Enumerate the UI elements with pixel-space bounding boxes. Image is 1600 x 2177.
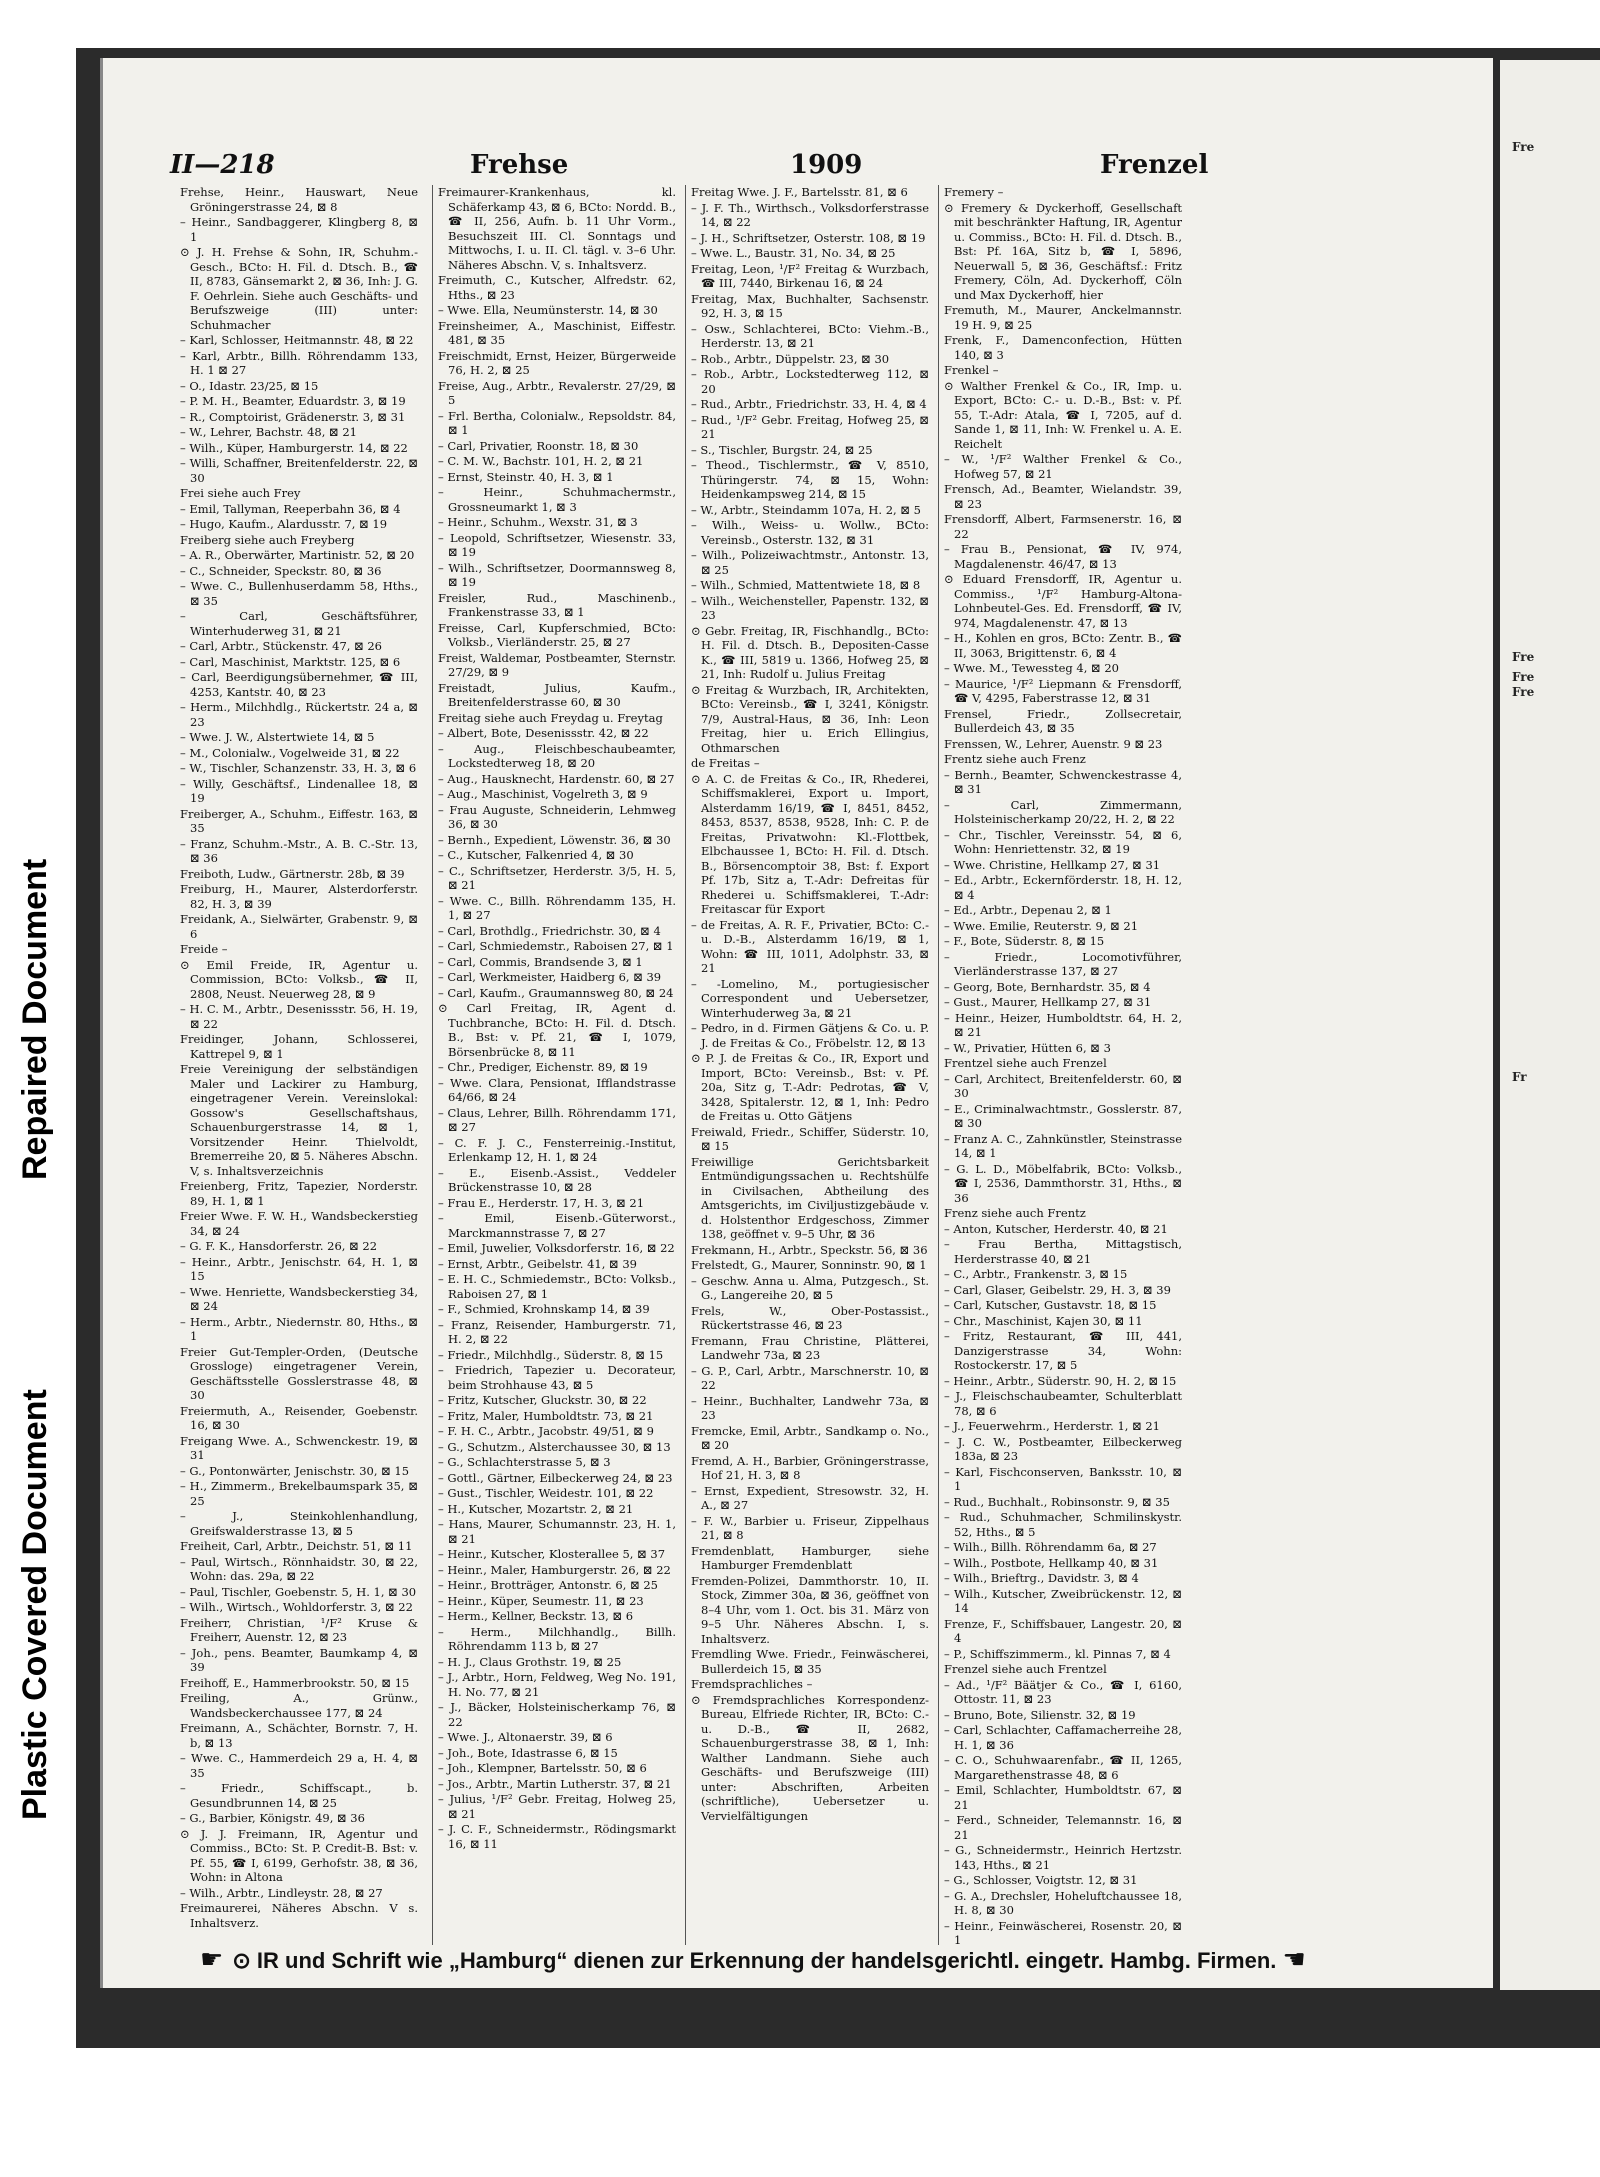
directory-entry: – Heinr., Maler, Hamburgerstr. 26, ⊠ 22 <box>438 1562 671 1577</box>
directory-entry: Fremuth, M., Maurer, Anckelmannstr. 19 H. 9, ⊠ 25 <box>944 303 1182 332</box>
directory-entry: – Friedr., Schiffscapt., b. Gesundbrunnen 14, ⊠ 25 <box>180 1781 418 1810</box>
directory-entry: – Bernh., Expedient, Löwenstr. 36, ⊠ 30 <box>438 832 671 847</box>
directory-entry: Freidinger, Johann, Schlosserei, Kattrepel 9, ⊠ 1 <box>180 1032 418 1061</box>
directory-entry: – G., Pontonwärter, Jenischstr. 30, ⊠ 15 <box>180 1463 410 1478</box>
directory-entry: Freiwillige Gerichtsbarkeit Entmündigungssachen u. Rechtshülfe in Civilsachen, Abtheilung des Amtsgerichts, im Civiljustizgebäude v. d. Holstenthor Erdgeschoss, Zimmer 138, geöffnet v. 9–5 Uhr, ⊠ 36 <box>691 1154 929 1241</box>
directory-entry: – Rob., Arbtr., Düppelstr. 23, ⊠ 30 <box>691 351 890 366</box>
directory-entry: – Carl, Glaser, Geibelstr. 29, H. 3, ⊠ 39 <box>944 1282 1171 1297</box>
directory-entry: Fremcke, Emil, Arbtr., Sandkamp o. No., ⊠ 20 <box>691 1423 929 1452</box>
directory-entry: – Claus, Lehrer, Billh. Röhrendamm 171, ⊠ 27 <box>438 1105 676 1134</box>
directory-entry: – Julius, ¹/F² Gebr. Freitag, Holweg 25, ⊠ 21 <box>438 1792 676 1821</box>
directory-entry: Freier Wwe. F. W. H., Wandsbeckerstieg 34, ⊠ 24 <box>180 1209 418 1238</box>
directory-entry: – Carl, Maschinist, Marktstr. 125, ⊠ 6 <box>180 654 401 669</box>
directory-entry: Freiboth, Ludw., Gärtnerstr. 28b, ⊠ 39 <box>180 866 405 881</box>
directory-entry: – Carl, Zimmermann, Holsteinischerkamp 20/22, H. 2, ⊠ 22 <box>944 797 1182 826</box>
directory-entry: – J. C. F., Schneidermstr., Rödingsmarkt 16, ⊠ 11 <box>438 1822 676 1851</box>
directory-entry: Freitag, Max, Buchhalter, Sachsenstr. 92, H. 3, ⊠ 15 <box>691 291 929 320</box>
directory-entry: – Ed., Arbtr., Eckernförderstr. 18, H. 12, ⊠ 4 <box>944 873 1182 902</box>
directory-entry: – Heinr., Arbtr., Jenischstr. 64, H. 1, ⊠ 15 <box>180 1254 418 1283</box>
directory-entry: – Rud., Arbtr., Friedrichstr. 33, H. 4, ⊠ 4 <box>691 397 927 411</box>
directory-entry: – Wilh., Schriftsetzer, Doormannsweg 8, ⊠ 19 <box>438 560 676 589</box>
directory-entry: ⊙ Walther Frenkel & Co., IR, Imp. u. Export, BCto: C.- u. D.-B., Bst: v. Pf. 55, T.-Adr: Atala, ☎ I, 7205, auf d. Sande 1, ⊠ 11, Inh: W. Frenkel u. A. E. Reichelt <box>944 378 1182 451</box>
directory-entry: Frenssen, W., Lehrer, Auenstr. 9 ⊠ 23 <box>944 736 1163 751</box>
directory-entry: Freimaurer-Krankenhaus, kl. Schäferkamp 43, ⊠ 6, BCto: Nordd. B., ☎ II, 256, Aufn. b. 11 Uhr Vorm., Besuchszeit III. Cl. Sonntags und Mittwochs, I. u. II. Cl. tägl. v. 3–6 Uhr. Näheres Abschn. V, s. Inhaltsverz. <box>438 185 676 272</box>
directory-entry: Freiberger, A., Schuhm., Eiffestr. 163, ⊠ 35 <box>180 806 418 835</box>
directory-entry: – G., Schlosser, Voigtstr. 12, ⊠ 31 <box>944 1873 1138 1887</box>
directory-entry: – Leopold, Schriftsetzer, Wiesenstr. 33, ⊠ 19 <box>438 530 676 559</box>
directory-entry: – G. P., Carl, Arbtr., Marschnerstr. 10, ⊠ 22 <box>691 1363 929 1392</box>
directory-entry: – E. H. C., Schmiedemstr., BCto: Volksb., Raboisen 27, ⊠ 1 <box>438 1272 676 1301</box>
directory-entry: – Emil, Tallyman, Reeperbahn 36, ⊠ 4 <box>180 501 401 516</box>
directory-entry: – Gust., Maurer, Hellkamp 27, ⊠ 31 <box>944 995 1152 1009</box>
directory-entry: Freimaurerei, Näheres Abschn. V s. Inhaltsverz. <box>180 1901 418 1930</box>
directory-entry: Freistadt, Julius, Kaufm., Breitenfelderstrasse 60, ⊠ 30 <box>438 680 676 709</box>
directory-entry: Frensch, Ad., Beamter, Wielandstr. 39, ⊠ 23 <box>944 482 1182 511</box>
directory-entry: ⊙ Carl Freitag, IR, Agent d. Tuchbranche, BCto: H. Fil. d. Dtsch. B., Bst: v. Pf. 21, ☎ I, 1079, Börsenbrücke 8, ⊠ 11 <box>438 1001 676 1059</box>
directory-entry: ⊙ J. H. Frehse & Sohn, IR, Schuhm.-Gesch., BCto: H. Fil. d. Dtsch. B., ☎ II, 8783, Gänsemarkt 2, ⊠ 36, Inh: J. G. F. Oehrlein. Siehe auch Geschäfts- und Berufszweige (III) unter: Schuhmacher <box>180 245 418 332</box>
directory-entry: – Ferd., Schneider, Telemannstr. 16, ⊠ 21 <box>944 1813 1182 1842</box>
directory-entry: Fremdsprachliches – <box>691 1677 813 1691</box>
directory-entry: – Heinr., Buchhalter, Landwehr 73a, ⊠ 23 <box>691 1393 929 1422</box>
directory-entry: – Rud., Buchhalt., Robinsonstr. 9, ⊠ 35 <box>944 1494 1170 1509</box>
directory-entry: – E., Eisenb.-Assist., Veddeler Brückenstrasse 10, ⊠ 28 <box>438 1165 676 1194</box>
directory-entry: Freiburg, H., Maurer, Alsterdorferstr. 82, H. 3, ⊠ 39 <box>180 882 418 911</box>
directory-entry: – Wwe. M., Tewessteg 4, ⊠ 20 <box>944 661 1119 675</box>
directory-entry: Frelstedt, G., Maurer, Sonninstr. 90, ⊠ 1 <box>691 1258 927 1272</box>
column-1 <box>180 185 418 1945</box>
directory-entry: Freiherr, Christian, ¹/F² Kruse & Freiherr, Auenstr. 12, ⊠ 23 <box>180 1615 418 1644</box>
directory-entry: – Wilh., Arbtr., Lindleystr. 28, ⊠ 27 <box>180 1885 383 1900</box>
directory-entry: – Heinr., Feinwäscherei, Rosenstr. 20, ⊠ 1 <box>944 1918 1182 1945</box>
directory-entry: ⊙ A. C. de Freitas & Co., IR, Rhederei, Schiffsmaklerei, Export u. Import, Alsterdamm 16/19, ☎ I, 8451, 8452, 8453, 8537, 8538, 9528, Inh: C. P. de Freitas, Privatwohn: Kl.-Flottbek, Elbchaussee 1, BCto: H. Fil. d. Dtsch. B., Börsencomptoir 38, Bst: f. Export Pf. 17b, Sitz a, T.-Adr: Defreitas für Rhederei u. Schiffsmaklerei, T.-Adr: Freitascar für Export <box>691 771 929 916</box>
directory-entry: – J., Fleischschaubeamter, Schulterblatt 78, ⊠ 6 <box>944 1389 1182 1418</box>
facing-page-mark: Fre <box>1512 685 1535 699</box>
directory-entry: – H., Zimmerm., Brekelbaumspark 35, ⊠ 25 <box>180 1479 418 1508</box>
directory-entry: – P., Schiffszimmerm., kl. Pinnas 7, ⊠ 4 <box>944 1646 1171 1661</box>
directory-entry: – Ad., ¹/F² Bäätjer & Co., ☎ I, 6160, Ottostr. 11, ⊠ 23 <box>944 1677 1182 1706</box>
directory-entry: – Gottl., Gärtner, Eilbeckerweg 24, ⊠ 23 <box>438 1470 673 1485</box>
directory-entry: Freie Vereinigung der selbständigen Maler und Lackirer zu Hamburg, eingetragener Verein. Vereinslokal: Gossow's Gesellschaftshaus, Schauenburgerstrasse 14, ⊠ 1, Vorsitzender Heinr. Thielvoldt, Bremerreihe 20, ⊠ 5. Näheres Abschn. V, s. Inhaltsverzeichnis <box>180 1062 418 1178</box>
directory-entry: – Hans, Maurer, Schumannstr. 23, H. 1, ⊠ 21 <box>438 1517 676 1546</box>
facing-page-mark: Fre <box>1512 670 1535 684</box>
directory-entry: – Carl, Geschäftsführer, Winterhuderweg 31, ⊠ 21 <box>180 609 418 638</box>
directory-entry: Fremdenblatt, Hamburger, siehe Hamburger Fremdenblatt <box>691 1543 929 1572</box>
directory-entry: – Wwe. Clara, Pensionat, Ifflandstrasse 64/66, ⊠ 24 <box>438 1075 676 1104</box>
directory-entry: – W., ¹/F² Walther Frenkel & Co., Hofweg 57, ⊠ 21 <box>944 452 1182 481</box>
directory-entry: – P. M. H., Beamter, Eduardstr. 3, ⊠ 19 <box>180 394 406 408</box>
directory-entry: – Rob., Arbtr., Lockstedterweg 112, ⊠ 20 <box>691 367 929 396</box>
directory-entry: Frenze, F., Schiffsbauer, Langestr. 20, ⊠ 4 <box>944 1616 1182 1645</box>
directory-entry: – Ernst, Steinstr. 40, H. 3, ⊠ 1 <box>438 469 614 484</box>
directory-entry: – J. F. Th., Wirthsch., Volksdorferstrasse 14, ⊠ 22 <box>691 200 929 229</box>
directory-entry: Frei siehe auch Frey <box>180 486 301 500</box>
directory-entry: Frentzel siehe auch Frenzel <box>944 1056 1107 1070</box>
directory-entry: Freisse, Carl, Kupferschmied, BCto: Volksb., Vierländerstr. 25, ⊠ 27 <box>438 620 676 649</box>
directory-entry: – Joh., pens. Beamter, Baumkamp 4, ⊠ 39 <box>180 1645 418 1674</box>
directory-entry: – J. H., Schriftsetzer, Osterstr. 108, ⊠ 19 <box>691 230 926 245</box>
directory-entry: – Ernst, Expedient, Stresowstr. 32, H. A., ⊠ 27 <box>691 1483 929 1512</box>
directory-entry: – Franz, Reisender, Hamburgerstr. 71, H. 2, ⊠ 22 <box>438 1317 676 1346</box>
directory-entry: – M., Colonialw., Vogelweide 31, ⊠ 22 <box>180 745 400 760</box>
directory-entry: ⊙ Emil Freide, IR, Agentur u. Commission, BCto: Volksb., ☎ II, 2808, Neust. Neuerweg 28, ⊠ 9 <box>180 957 418 1001</box>
pointing-hand-icon: ☛ <box>200 1945 233 1975</box>
directory-entry: Freier Gut-Templer-Orden, (Deutsche Grossloge) eingetragener Verein, Geschäftsstelle Gosslerstrasse 48, ⊠ 30 <box>180 1344 418 1402</box>
directory-entry: – Wilh., Brieftrg., Davidstr. 3, ⊠ 4 <box>944 1571 1139 1585</box>
directory-entry: – Wwe. Henriette, Wandsbeckerstieg 34, ⊠ 24 <box>180 1284 418 1313</box>
directory-entry: – H. J., Claus Grothstr. 19, ⊠ 25 <box>438 1654 622 1669</box>
directory-entry: – E., Criminalwachtmstr., Gosslerstr. 87, ⊠ 30 <box>944 1101 1182 1130</box>
side-labels <box>0 620 75 1920</box>
directory-entry: – Wwe. Ella, Neumünsterstr. 14, ⊠ 30 <box>438 303 658 317</box>
directory-entry: – Heinr., Arbtr., Süderstr. 90, H. 2, ⊠ 15 <box>944 1373 1177 1388</box>
directory-entry: – G., Schutzm., Alsterchaussee 30, ⊠ 13 <box>438 1439 671 1454</box>
directory-entry: – F., Bote, Süderstr. 8, ⊠ 15 <box>944 934 1105 948</box>
directory-entry: – Heinr., Brotträger, Antonstr. 6, ⊠ 25 <box>438 1578 658 1592</box>
directory-entry: – Fritz, Kutscher, Gluckstr. 30, ⊠ 22 <box>438 1393 647 1407</box>
directory-entry: – C. O., Schuhwaarenfabr., ☎ II, 1265, Margarethenstrasse 48, ⊠ 6 <box>944 1753 1182 1782</box>
directory-entry: – G., Schneidermstr., Heinrich Hertzstr. 143, Hths., ⊠ 21 <box>944 1843 1182 1872</box>
directory-entry: – Chr., Prediger, Eichenstr. 89, ⊠ 19 <box>438 1060 648 1074</box>
directory-entry: – Willy, Geschäftsf., Lindenallee 18, ⊠ 19 <box>180 776 418 805</box>
directory-entry: – Frau Bertha, Mittagstisch, Herderstrasse 40, ⊠ 21 <box>944 1237 1182 1266</box>
directory-entry: de Freitas – <box>691 756 760 770</box>
directory-entry: – Emil, Juwelier, Volksdorferstr. 16, ⊠ 22 <box>438 1241 675 1255</box>
directory-entry: Fremery – <box>944 185 1004 199</box>
directory-entry: – H., Kutscher, Mozartstr. 2, ⊠ 21 <box>438 1501 634 1516</box>
directory-entry: ⊙ Eduard Frensdorff, IR, Agentur u. Commiss., ¹/F² Hamburg-Altona-Lohnbeutel-Ges. Ed. Frensdorff, ☎ IV, 974, Magdalenenstr. 47, ⊠ 13 <box>944 572 1182 630</box>
first-entry-word: Frehse <box>470 150 569 180</box>
directory-entry: – Wilh., Schmied, Mattentwiete 18, ⊠ 8 <box>691 578 921 592</box>
directory-entry: – H. C. M., Arbtr., Desenissstr. 56, H. 19, ⊠ 22 <box>180 1002 418 1031</box>
directory-entry: – de Freitas, A. R. F., Privatier, BCto: C.- u. D.-B., Alsterdamm 16/19, ⊠ 1, Wohn: ☎ III, 1011, Adolphstr. 33, ⊠ 21 <box>691 917 929 975</box>
directory-entry: – Herm., Milchhandlg., Billh. Röhrendamm 113 b, ⊠ 27 <box>438 1624 676 1653</box>
directory-entry: – Friedr., Milchhdlg., Süderstr. 8, ⊠ 15 <box>438 1347 664 1362</box>
directory-entry: – Wilh., Kutscher, Zweibrückenstr. 12, ⊠ 14 <box>944 1586 1182 1615</box>
directory-entry: – Carl, Beerdigungsübernehmer, ☎ III, 4253, Kantstr. 40, ⊠ 23 <box>180 670 418 699</box>
directory-entry: – Frau Auguste, Schneiderin, Lehmweg 36, ⊠ 30 <box>438 802 676 831</box>
directory-entry: Freiling, A., Grünw., Wandsbeckerchaussee 177, ⊠ 24 <box>180 1691 418 1720</box>
directory-entry: ⊙ Freitag & Wurzbach, IR, Architekten, BCto: Vereinsb., ☎ I, 3241, Königstr. 7/9, Austral-Haus, ⊠ 36, Inh: Leon Freitag, hier u. Erich Ellingius, Othmarschen <box>691 682 929 755</box>
footer-note <box>200 1945 1400 1975</box>
directory-entry: – Rud., Schuhmacher, Schmilinskystr. 52, Hths., ⊠ 5 <box>944 1510 1182 1539</box>
directory-entry: ⊙ Fremery & Dyckerhoff, Gesellschaft mit beschränkter Haftung, IR, Agentur u. Commiss., BCto: H. Fil. d. Dtsch. B., Bst: Pf. 16A, Sitz b, ☎ I, 5896, Neuerwall 5, ⊠ 36, Geschäftsf.: Fritz Fremery, Cöln, Ad. Dyckerhoff, Cöln und Max Dyckerhoff, hier <box>944 200 1182 302</box>
running-head <box>170 150 1209 190</box>
directory-entry: – Wilh., Billh. Röhrendamm 6a, ⊠ 27 <box>944 1540 1157 1554</box>
directory-entry: Frensel, Friedr., Zollsecretair, Bullerdeich 43, ⊠ 35 <box>944 706 1182 735</box>
directory-entry: – Joh., Klempner, Bartelsstr. 50, ⊠ 6 <box>438 1761 647 1775</box>
column-4 <box>938 185 1182 1945</box>
directory-entry: – Wwe. C., Bullenhuserdamm 58, Hths., ⊠ 35 <box>180 579 418 608</box>
directory-entry: Frenzel siehe auch Frentzel <box>944 1662 1107 1676</box>
directory-entry: Freigang Wwe. A., Schwenckestr. 19, ⊠ 31 <box>180 1433 418 1462</box>
directory-entry: – Wilh., Küper, Hamburgerstr. 14, ⊠ 22 <box>180 440 408 455</box>
directory-entry: – Carl, Commis, Brandsende 3, ⊠ 1 <box>438 954 643 969</box>
directory-entry: – Heinr., Schuhm., Wexstr. 31, ⊠ 3 <box>438 515 638 529</box>
directory-entry: Freiwald, Friedr., Schiffer, Süderstr. 10, ⊠ 15 <box>691 1124 929 1153</box>
directory-entry: – Carl, Brothdlg., Friedrichstr. 30, ⊠ 4 <box>438 923 661 938</box>
plastic-covered-document-label: Plastic Covered Document <box>16 1389 54 1820</box>
directory-entry: – C., Arbtr., Frankenstr. 3, ⊠ 15 <box>944 1267 1128 1281</box>
directory-entry: – G., Schlachterstrasse 5, ⊠ 3 <box>438 1455 611 1469</box>
facing-page-mark: Fr <box>1512 1070 1527 1084</box>
directory-entry: Freimuth, C., Kutscher, Alfredstr. 62, Hths., ⊠ 23 <box>438 273 676 302</box>
directory-entry: – Albert, Bote, Desenissstr. 42, ⊠ 22 <box>438 726 649 740</box>
directory-entry: – Gust., Tischler, Weidestr. 101, ⊠ 22 <box>438 1486 654 1500</box>
directory-entry: – Friedrich, Tapezier u. Decorateur, beim Strohhause 43, ⊠ 5 <box>438 1363 676 1392</box>
directory-entry: Freinsheimer, A., Maschinist, Eiffestr. 481, ⊠ 35 <box>438 318 676 347</box>
directory-entry: Freisler, Rud., Maschinenb., Frankenstrasse 33, ⊠ 1 <box>438 590 676 619</box>
directory-entry: Freise, Aug., Arbtr., Revalerstr. 27/29, ⊠ 5 <box>438 378 676 407</box>
directory-entry: – Bruno, Bote, Silienstr. 32, ⊠ 19 <box>944 1707 1136 1722</box>
directory-entry: Fremd, A. H., Barbier, Gröningerstrasse, Hof 21, H. 3, ⊠ 8 <box>691 1453 929 1482</box>
directory-entry: – Georg, Bote, Bernhardstr. 35, ⊠ 4 <box>944 979 1151 994</box>
directory-entry: – Hugo, Kaufm., Alardusstr. 7, ⊠ 19 <box>180 517 388 531</box>
directory-entry: – W., Arbtr., Steindamm 107a, H. 2, ⊠ 5 <box>691 502 921 517</box>
directory-entry: – Carl, Kutscher, Gustavstr. 18, ⊠ 15 <box>944 1298 1157 1312</box>
pointing-hand-icon: ☚ <box>1282 1945 1306 1975</box>
directory-entry: Freide – <box>180 942 228 956</box>
directory-entry: Fremann, Frau Christine, Plätterei, Landwehr 73a, ⊠ 23 <box>691 1333 929 1362</box>
directory-entry: – Willi, Schaffner, Breitenfelderstr. 22, ⊠ 30 <box>180 456 418 485</box>
directory-entry: – Wilh., Polizeiwachtmstr., Antonstr. 13, ⊠ 25 <box>691 548 929 577</box>
directory-entry: – Joh., Bote, Idastrasse 6, ⊠ 15 <box>438 1745 618 1760</box>
directory-entry: – Heinr., Kutscher, Klosterallee 5, ⊠ 37 <box>438 1547 666 1561</box>
directory-entry: ⊙ Gebr. Freitag, IR, Fischhandlg., BCto: H. Fil. d. Dtsch. B., Depositen-Casse K., ☎ III, 5819 u. 1366, Hofweg 25, ⊠ 21, Inh: Rudolf u. Julius Freitag <box>691 623 929 681</box>
directory-entry: Freiheit, Carl, Arbtr., Deichstr. 51, ⊠ 11 <box>180 1539 413 1553</box>
directory-entry: – A. R., Oberwärter, Martinistr. 52, ⊠ 20 <box>180 548 415 562</box>
directory-entry: – G., Barbier, Königstr. 49, ⊠ 36 <box>180 1811 365 1825</box>
directory-entry: – Geschw. Anna u. Alma, Putzgesch., St. G., Langereihe 20, ⊠ 5 <box>691 1273 929 1302</box>
directory-entry: – Jos., Arbtr., Martin Lutherstr. 37, ⊠ 21 <box>438 1776 672 1791</box>
directory-entry: – Aug., Hausknecht, Hardenstr. 60, ⊠ 27 <box>438 771 675 786</box>
directory-entry: Freitag siehe auch Freydag u. Freytag <box>438 710 663 725</box>
directory-entry: – Chr., Tischler, Vereinsstr. 54, ⊠ 6, Wohn: Henriettenstr. 32, ⊠ 19 <box>944 827 1182 856</box>
directory-entry: – J., Bäcker, Holsteinischerkamp 76, ⊠ 22 <box>438 1700 676 1729</box>
directory-entry: – F., Schmied, Krohnskamp 14, ⊠ 39 <box>438 1302 650 1316</box>
directory-entry: – Wwe. L., Baustr. 31, No. 34, ⊠ 25 <box>691 246 896 260</box>
directory-entry: – Heinr., Heizer, Humboldtstr. 64, H. 2, ⊠ 21 <box>944 1010 1182 1039</box>
directory-entry: – C. F. J. C., Fensterreinig.-Institut, Erlenkamp 12, H. 1, ⊠ 24 <box>438 1135 676 1164</box>
directory-entry: – J. C. W., Postbeamter, Eilbeckerweg 183a, ⊠ 23 <box>944 1434 1182 1463</box>
directory-entry: – Heinr., Schuhmachermstr., Grossneumarkt 1, ⊠ 3 <box>438 485 676 514</box>
directory-entry: – Carl, Arbtr., Stückenstr. 47, ⊠ 26 <box>180 639 382 653</box>
directory-entry: – Karl, Fischconserven, Banksstr. 10, ⊠ 1 <box>944 1464 1182 1493</box>
directory-entry: – Rud., ¹/F² Gebr. Freitag, Hofweg 25, ⊠ 21 <box>691 412 929 441</box>
directory-entry: – G. L. D., Möbelfabrik, BCto: Volksb., ☎ I, 2536, Dammthorstr. 31, Hths., ⊠ 36 <box>944 1161 1182 1205</box>
directory-entry: – Chr., Maschinist, Kajen 30, ⊠ 11 <box>944 1313 1143 1328</box>
directory-entry: – C., Kutscher, Falkenried 4, ⊠ 30 <box>438 848 634 862</box>
directory-entry: – Maurice, ¹/F² Liepmann & Frensdorff, ☎ V, 4295, Faberstrasse 12, ⊠ 31 <box>944 676 1182 705</box>
directory-year: 1909 <box>790 150 863 180</box>
directory-entry: – C., Schriftsetzer, Herderstr. 3/5, H. 5, ⊠ 21 <box>438 863 676 892</box>
directory-entry: – Emil, Schlachter, Humboldtstr. 67, ⊠ 21 <box>944 1783 1182 1812</box>
directory-entry: Freitag, Leon, ¹/F² Freitag & Wurzbach, ☎ III, 7440, Birkenau 16, ⊠ 24 <box>691 261 929 290</box>
directory-entry: – Wilh., Wirtsch., Wohldorferstr. 3, ⊠ 22 <box>180 1600 413 1614</box>
directory-entry: – Ed., Arbtr., Depenau 2, ⊠ 1 <box>944 903 1112 917</box>
directory-entry: Freist, Waldemar, Postbeamter, Sternstr. 27/29, ⊠ 9 <box>438 650 676 679</box>
directory-entry: Freiberg siehe auch Freyberg <box>180 532 355 547</box>
repaired-document-label: Repaired Document <box>16 858 54 1180</box>
directory-entry: – Wwe. J. W., Alstertwiete 14, ⊠ 5 <box>180 730 375 744</box>
directory-entry: – Wwe. J., Altonaerstr. 39, ⊠ 6 <box>438 1730 613 1744</box>
directory-entry: – Wwe. C., Hammerdeich 29 a, H. 4, ⊠ 35 <box>180 1751 418 1780</box>
directory-entry: – Herm., Milchhdlg., Rückertstr. 24 a, ⊠ 23 <box>180 700 418 729</box>
directory-entry: Freidank, A., Sielwärter, Grabenstr. 9, ⊠ 6 <box>180 912 418 941</box>
directory-entry: – Wilh., Weiss- u. Wollw., BCto: Vereinsb., Osterstr. 132, ⊠ 31 <box>691 518 929 547</box>
directory-entry: Fremdling Wwe. Friedr., Feinwäscherei, Bullerdeich 15, ⊠ 35 <box>691 1647 929 1676</box>
page-number: II—218 <box>170 150 275 180</box>
column-2 <box>432 185 676 1945</box>
directory-entry: Freiermuth, A., Reisender, Goebenstr. 16, ⊠ 30 <box>180 1403 418 1432</box>
directory-entry: Frenz siehe auch Frentz <box>944 1206 1086 1220</box>
directory-entry: – Friedr., Locomotivführer, Vierländerstrasse 137, ⊠ 27 <box>944 949 1182 978</box>
directory-entry: – Franz, Schuhm.-Mstr., A. B. C.-Str. 13, ⊠ 36 <box>180 836 418 865</box>
directory-entry: Freihoff, E., Hammerbrookstr. 50, ⊠ 15 <box>180 1675 410 1690</box>
directory-entry: – Karl, Arbtr., Billh. Röhrendamm 133, H. 1 ⊠ 27 <box>180 348 418 377</box>
directory-entry: ⊙ Fremdsprachliches Korrespondenz-Bureau, Elfriede Richter, IR, BCto: C.- u. D.-B., ☎ II, 2682, Schauenburgerstrasse 38, ⊠ 1, Inh: Walther Landmann. Siehe auch Geschäfts- und Berufszweige (III) unter: Abschriften, Arbeiten (schriftliche), Uebersetzer u. Vervielfältigungen <box>691 1692 929 1823</box>
directory-entry: ⊙ P. J. de Freitas & Co., IR, Export und Import, BCto: Vereinsb., Bst: v. Pf. 20a, Sitz g, T.-Adr: Pedrotas, ☎ V, 3428, Spitalerstr. 12, ⊠ 1, Inh: Pedro de Freitas u. Otto Gätjens <box>691 1051 929 1123</box>
directory-entry: Frentz siehe auch Frenz <box>944 752 1086 766</box>
directory-entry: Freischmidt, Ernst, Heizer, Bürgerweide 76, H. 2, ⊠ 25 <box>438 348 676 377</box>
directory-entry: – Carl, Werkmeister, Haidberg 6, ⊠ 39 <box>438 970 662 984</box>
directory-entry: – Wwe. Christine, Hellkamp 27, ⊠ 31 <box>944 857 1161 872</box>
directory-entry: – Heinr., Küper, Seumestr. 11, ⊠ 23 <box>438 1593 644 1608</box>
directory-entry: – Heinr., Sandbaggerer, Klingberg 8, ⊠ 1 <box>180 215 418 244</box>
column-3 <box>685 185 929 1945</box>
directory-entry: – Carl, Schlachter, Caffamacherreihe 28, H. 1, ⊠ 36 <box>944 1723 1182 1752</box>
directory-entry: Frenkel – <box>944 363 999 377</box>
directory-columns <box>180 185 1185 1945</box>
directory-entry: – Herm., Kellner, Beckstr. 13, ⊠ 6 <box>438 1609 634 1623</box>
directory-entry: Frels, W., Ober-Postassist., Rückertstrasse 46, ⊠ 23 <box>691 1303 929 1332</box>
directory-entry: – J., Arbtr., Horn, Feldweg, Weg No. 191, H. No. 77, ⊠ 21 <box>438 1670 676 1699</box>
directory-entry: – Theod., Tischlermstr., ☎ V, 8510, Thüringerstr. 74, ⊠ 15, Wohn: Heidenkampsweg 214, ⊠ 15 <box>691 458 929 501</box>
directory-entry: Fremden-Polizei, Dammthorstr. 10, II. Stock, Zimmer 30a, ⊠ 36, geöffnet von 8–4 Uhr, vom 1. Oct. bis 31. März von 9–5 Uhr. Näheres Abschn. I, s. Inhaltsverz. <box>691 1573 929 1646</box>
directory-entry: – G. A., Drechsler, Hoheluftchaussee 18, H. 8, ⊠ 30 <box>944 1888 1182 1917</box>
directory-entry: – Ernst, Arbtr., Geibelstr. 41, ⊠ 39 <box>438 1256 637 1271</box>
directory-entry: – W., Privatier, Hütten 6, ⊠ 3 <box>944 1040 1111 1055</box>
directory-entry: Freitag Wwe. J. F., Bartelsstr. 81, ⊠ 6 <box>691 185 908 199</box>
directory-entry: – Fritz, Maler, Humboldtstr. 73, ⊠ 21 <box>438 1408 654 1423</box>
directory-entry: – H., Kohlen en gros, BCto: Zentr. B., ☎ II, 3063, Brigittenstr. 6, ⊠ 4 <box>944 631 1182 660</box>
directory-entry: Frensdorff, Albert, Farmsenerstr. 16, ⊠ 22 <box>944 512 1182 541</box>
directory-entry: – Osw., Schlachterei, BCto: Viehm.-B., Herderstr. 13, ⊠ 21 <box>691 321 929 350</box>
directory-entry: – Anton, Kutscher, Herderstr. 40, ⊠ 21 <box>944 1221 1168 1236</box>
directory-entry: – G. F. K., Hansdorferstr. 26, ⊠ 22 <box>180 1239 378 1253</box>
directory-entry: – O., Idastr. 23/25, ⊠ 15 <box>180 378 319 393</box>
directory-entry: – Carl, Kaufm., Graumannsweg 80, ⊠ 24 <box>438 985 674 1000</box>
directory-entry: – Wilh., Postbote, Hellkamp 40, ⊠ 31 <box>944 1555 1159 1570</box>
directory-entry: ⊙ J. J. Freimann, IR, Agentur und Commiss., BCto: St. P. Credit-B. Bst: v. Pf. 55, ☎ I, 6199, Gerhofstr. 38, ⊠ 36, Wohn: in Altona <box>180 1826 418 1884</box>
directory-entry: – Emil, Eisenb.-Güterworst., Marckmannstrasse 7, ⊠ 27 <box>438 1211 676 1240</box>
directory-entry: – -Lomelino, M., portugiesischer Correspondent und Uebersetzer, Winterhuderweg 3a, ⊠ 21 <box>691 976 929 1020</box>
directory-entry: – Paul, Tischler, Goebenstr. 5, H. 1, ⊠ 30 <box>180 1584 417 1599</box>
directory-entry: – J., Steinkohlenhandlung, Greifswalderstrasse 13, ⊠ 5 <box>180 1509 418 1538</box>
directory-entry: – W., Tischler, Schanzenstr. 33, H. 3, ⊠ 6 <box>180 761 417 775</box>
last-entry-word: Frenzel <box>1100 150 1209 180</box>
directory-entry: – Carl, Schmiedemstr., Raboisen 27, ⊠ 1 <box>438 939 674 953</box>
directory-entry: – F. W., Barbier u. Friseur, Zippelhaus 21, ⊠ 8 <box>691 1513 929 1542</box>
directory-entry: – Karl, Schlosser, Heitmannstr. 48, ⊠ 22 <box>180 333 414 347</box>
directory-entry: Freienberg, Fritz, Tapezier, Norderstr. 89, H. 1, ⊠ 1 <box>180 1179 418 1208</box>
directory-entry: – Aug., Fleischbeschaubeamter, Lockstedterweg 18, ⊠ 20 <box>438 741 676 770</box>
directory-entry: Frenk, F., Damenconfection, Hütten 140, ⊠ 3 <box>944 333 1182 362</box>
directory-entry: – C. M. W., Bachstr. 101, H. 2, ⊠ 21 <box>438 454 644 468</box>
directory-entry: – Wwe. Emilie, Reuterstr. 9, ⊠ 21 <box>944 918 1139 933</box>
directory-entry: – Carl, Privatier, Roonstr. 18, ⊠ 30 <box>438 438 639 453</box>
directory-entry: – Frl. Bertha, Colonialw., Repsoldstr. 84, ⊠ 1 <box>438 408 676 437</box>
facing-page-mark: Fre <box>1512 650 1535 664</box>
directory-entry: – Aug., Maschinist, Vogelreth 3, ⊠ 9 <box>438 787 648 801</box>
directory-entry: – W., Lehrer, Bachstr. 48, ⊠ 21 <box>180 425 357 439</box>
directory-entry: – C., Schneider, Speckstr. 80, ⊠ 36 <box>180 563 382 578</box>
directory-entry: – Frau B., Pensionat, ☎ IV, 974, Magdalenenstr. 46/47, ⊠ 13 <box>944 542 1182 571</box>
footer-text: ⊙ IR und Schrift wie „Hamburg“ dienen zur Erkennung der handelsgerichtl. eingetr. Hambg. Firmen. <box>232 1948 1277 1973</box>
directory-entry: – S., Tischler, Burgstr. 24, ⊠ 25 <box>691 442 873 457</box>
directory-entry: – F. H. C., Arbtr., Jacobstr. 49/51, ⊠ 9 <box>438 1424 654 1438</box>
directory-entry: – Frau E., Herderstr. 17, H. 3, ⊠ 21 <box>438 1195 645 1210</box>
directory-entry: – Wilh., Weichensteller, Papenstr. 132, ⊠ 23 <box>691 593 929 622</box>
directory-entry: – J., Feuerwehrm., Herderstr. 1, ⊠ 21 <box>944 1419 1160 1433</box>
directory-entry: – Carl, Architect, Breitenfelderstr. 60, ⊠ 30 <box>944 1071 1182 1100</box>
directory-entry: – Pedro, in d. Firmen Gätjens & Co. u. P. J. de Freitas & Co., Fröbelstr. 12, ⊠ 13 <box>691 1021 929 1050</box>
facing-page-mark: Fre <box>1512 140 1535 154</box>
directory-entry: – Paul, Wirtsch., Rönnhaidstr. 30, ⊠ 22, Wohn: das. 29a, ⊠ 22 <box>180 1554 418 1583</box>
directory-entry: Frehse, Heinr., Hauswart, Neue Gröningerstrasse 24, ⊠ 8 <box>180 185 418 214</box>
directory-entry: Frekmann, H., Arbtr., Speckstr. 56, ⊠ 36 <box>691 1242 928 1257</box>
directory-entry: – Herm., Arbtr., Niedernstr. 80, Hths., ⊠ 1 <box>180 1314 418 1343</box>
directory-entry: – R., Comptoirist, Grädenerstr. 3, ⊠ 31 <box>180 409 406 424</box>
directory-entry: – Franz A. C., Zahnkünstler, Steinstrasse 14, ⊠ 1 <box>944 1131 1182 1160</box>
directory-entry: Freimann, A., Schächter, Bornstr. 7, H. b, ⊠ 13 <box>180 1721 418 1750</box>
directory-entry: – Wwe. C., Billh. Röhrendamm 135, H. 1, ⊠ 27 <box>438 893 676 922</box>
facing-page-edge <box>1500 60 1600 1990</box>
directory-entry: – Fritz, Restaurant, ☎ III, 441, Danzigerstrasse 34, Wohn: Rostockerstr. 17, ⊠ 5 <box>944 1329 1182 1372</box>
directory-entry: – Bernh., Beamter, Schwenckestrasse 4, ⊠ 31 <box>944 767 1182 796</box>
